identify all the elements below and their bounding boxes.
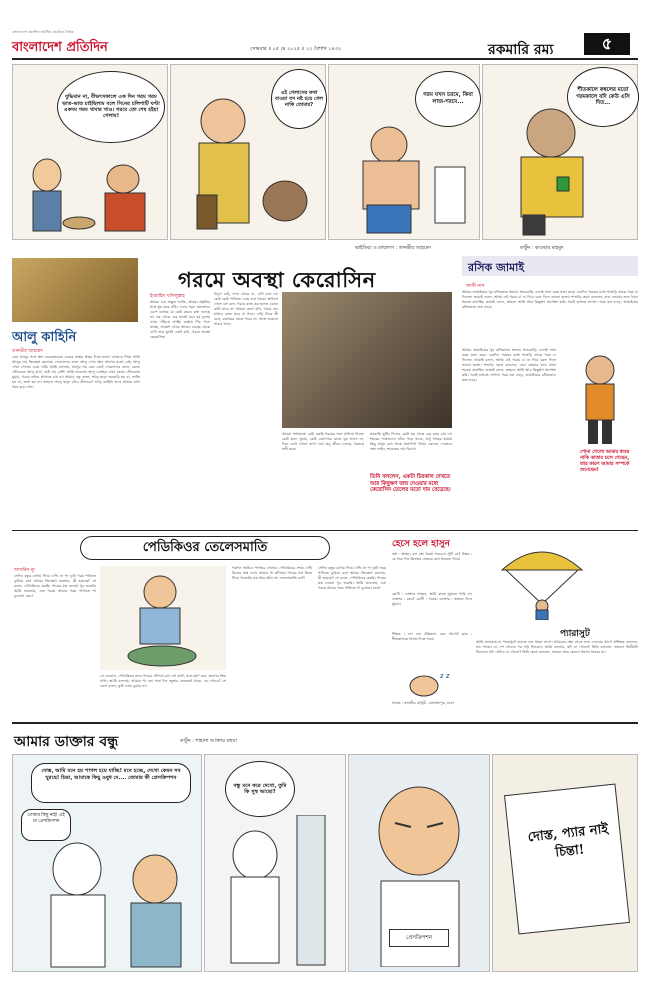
- aloo-title: আলু কাহিনি: [12, 330, 77, 345]
- masthead-rule: [12, 58, 638, 60]
- ibrahim-col-2: বিদ্যুৎ নেই, ফ্যান ঘোরে না, এসি চলে না। কেউ কেউ পানিতে নেমে বসে থাকে। অফিসে গেলে বস বলে, গরমে কাজ কম হলেও বেতন কাটা যাবে না। আমরা হেসে বলি, গরমে তো মাথাও কাজ করে না স্যার। বাড়ি ফিরে স্ত্রী বলে, রান্নাঘরে যেতে পারব না, আজ শুকনো খাবার খাও।: [214, 292, 278, 326]
- cartoon-credit-artist: কার্টুন : কাওছার মাহমুদ: [520, 246, 564, 251]
- pedicure-col-1: সেদিন বন্ধুর বাসায় গিয়ে দেখি সে পা দুটো গরম পানিতে ডুবিয়ে বসে আছে। জিজ্ঞেস করলাম, কী হয়েছে? সে বলল, পেডিকিওর করছি। পায়ের যত্ন নেওয়া খুব জরুরি। আমি ভাবলাম, এত গরমে আবার গরম পানিতে পা ডুবানো কেন!: [14, 574, 96, 598]
- paper-tagline: বাংলাদেশে প্রকাশিত সর্বাধিক প্রচারিত দৈনিক: [12, 30, 74, 34]
- rasik-author: জাকী নাস: [466, 284, 485, 289]
- pedicure-cartoon: [100, 566, 226, 670]
- hasun-joke-3: শিক্ষক : বল তো গ্রীষ্মকাল কেন আসে? ছাত্র : শীতকালকে বিদায় দিতে স্যার।: [392, 632, 472, 641]
- section-title: রকমারি রম্য: [488, 42, 554, 58]
- cartoon-figures-3: [333, 105, 477, 237]
- svg-text:z z: z z: [440, 672, 450, 680]
- bottom-rule: [12, 722, 638, 724]
- doctor-panel-1: [12, 754, 202, 972]
- paper-name: বাংলাদেশ প্রতিদিন: [12, 40, 108, 55]
- doctor-panel-1-bubble: দোস্ত, আমি মনে হয় পাগল হয়ে যাচ্ছি! মনে হচ্ছে, দেখো কেমন সব ঘুরছে! চিন্তা, আমাকে কিছু ওষুধ দে.... তোমার কী প্রেসক্রিপশন: [31, 763, 191, 803]
- pedicure-col-3: পরদিন আমিও পার্লারে গেলাম। পেডিকিওর শেষে দেখি বিলের অঙ্ক দেখে আমার পা কাঁপছে। পায়ের যত্ন নিতে গিয়ে পকেটের যত্ন আর রইল না। তেলেসমাতি বটে!: [232, 566, 312, 580]
- parachute-body: আমি জানতাম না প্যারাসুটে নামতে এত সাহস লাগে। প্রথমবার প্লেন থেকে লাফ দেওয়ার আগে প্রশিক্ষক বললেন, ভয় পাবেন না, দশ গোনার পর দড়ি টানবেন। আমি বললাম, যদি না খোলে? তিনি বললেন, তাহলে দ্বিতীয়টা টানবেন। যদি সেটাও না খোলে? তিনি হেসে বললেন, তাহলে আর কোনো সমস্যা থাকবে না।: [476, 640, 638, 654]
- cartoon-panel-3-bubble: গরম যখন চরমে, কিবা লাজ-শরমে...: [415, 71, 481, 127]
- cartoon-panel-1-bubble: বুদ্ধিমান না, বীভৎসকালে এক দিন গরম গরম ভাত-ভাত চাইছিলাম বলে সিনের চলিশাটি ঘণ্টা একদম গরম খাবার খাও। গরমে তো শেষ হইয়া গেলাম!: [57, 71, 165, 143]
- ibrahim-author: ইবরাহিম খলিলুল্লাহ: [150, 294, 185, 299]
- rasik-body: আমার জামাইয়ের খুব রসিকতার স্বভাব। শ্বশুরবাড়ি এলেই নানা রকম মজা করে। একদিন গরমের মধ্যে শাশুড়ি তাকে গরম চা দিলেন। জামাই বলল, আম্মা এই গরমে চা না দিয়ে বরফ দিলে ভালো হতো। শাশুড়ি হেসে বললেন, বাবা তোমার জন্য ঠান্ডা শরবত বানাচ্ছি। জামাই বলল, তাহলে আমি আর কিছুক্ষণ অপেক্ষা করি। সবাই হাসতে লাগল। গরম যত বাড়ে, জামাইয়ের রসিকতাও তত বাড়ে।: [462, 290, 638, 309]
- aloo-author: তানভীর আহমেদ: [12, 349, 43, 354]
- page-number: ৫: [584, 33, 630, 55]
- doctor-panel-2: [204, 754, 346, 972]
- masthead: [0, 0, 650, 56]
- sleeping-face-icon: [402, 668, 456, 698]
- doctor-panel-1-figures: [17, 825, 197, 969]
- cartoon-panel-2-bubble: এই গেলাসের কথা বাওয়া বস নষ্ট হয়ে গেল নাকি তোমার?: [271, 69, 327, 129]
- pedicure-col-4: সেদিন বন্ধুর বাসায় গিয়ে দেখি সে পা দুটো গরম পানিতে ডুবিয়ে বসে আছে। জিজ্ঞেস করলাম, কী হয়েছে? সে বলল, পেডিকিওর করছি। পায়ের যত্ন নেওয়া খুব জরুরি। আমি ভাবলাম, এত গরমে আবার গরম পানিতে পা ডুবানো কেন!: [318, 566, 386, 590]
- parachute-cartoon: [496, 540, 588, 620]
- heat-scene-photo: [282, 292, 452, 428]
- pedicure-author: আফরিন ন্যু: [14, 568, 35, 573]
- pedicure-title: পেডিকিওর তেলেসমাতি: [80, 536, 330, 560]
- doctor-strip-credit: কার্টুন : শাহানা আক্তার মহুয়া: [180, 738, 237, 744]
- rasik-body-continued: আমার জামাইয়ের খুব রসিকতার স্বভাব। শ্বশুরবাড়ি এলেই নানা রকম মজা করে। একদিন গরমের মধ্যে শাশুড়ি তাকে গরম চা দিলেন। জামাই বলল, আম্মা এই গরমে চা না দিয়ে বরফ দিলে ভালো হতো। শাশুড়ি হেসে বললেন, বাবা তোমার জন্য ঠান্ডা শরবত বানাচ্ছি। জামাই বলল, তাহলে আমি আর কিছুক্ষণ অপেক্ষা করি। সবাই হাসতে লাগল। গরম যত বাড়ে, জামাইয়ের রসিকতাও তত বাড়ে।: [462, 348, 556, 382]
- hasun-title: হেসে হলে হাসুন: [392, 539, 450, 549]
- prescription-label: প্রেসক্রিপশন: [389, 929, 449, 947]
- cartoon-figures-2: [177, 85, 321, 235]
- prescription-message: দোস্ত, প্যার নাই চিন্তা!: [527, 821, 609, 861]
- rasik-title: রসিক জামাই: [462, 256, 638, 276]
- top-cartoon-strip: [12, 64, 638, 240]
- main-headline: গরমে অবস্থা কেরোসিন: [178, 267, 376, 292]
- cartoon-panel-4-bubble: শীতকালে কম্বলের মতো গরমকালে যদি কেউ এসি দিত...: [567, 67, 639, 127]
- doctor-panel-2-bubble: বন্ধু মনে করে দেখো, তুমি কি সুস্থ আছো?: [225, 761, 295, 817]
- ibrahim-col-1: আমরা এক অদ্ভুত জাতি, আমরা প্রকৃতির সঙ্গে যুদ্ধ করে বাঁচি। এবার গরম এমনভাবে চেপে বসেছে যে কেউ কারও কথা শুনছে না। ঘর থেকে বের হলেই মনে হয় চুলার ওপর দাঁড়িয়ে আছি। রাস্তায় পিচ গলে যাচ্ছে, আকাশ থেকে আগুন ঝরছে। যাকে দেখি তার মুখেই একই কথা, গরমে অবস্থা কেরোসিন।: [150, 300, 210, 339]
- cartoon-figures-4: [487, 93, 635, 237]
- hasun-joke-2: রোগী : ডাক্তার সাহেব, আমি রাতে ঘুমাতে পারি না। ডাক্তার : কেন? রোগী : গরমে। ডাক্তার : তাহলে দিনে ঘুমান!: [392, 592, 472, 606]
- hasun-joke-1: প্রশ্ন : আচ্ছা, বল তো গরমে সবচেয়ে সুখী কে? উত্তর : যে সারা দিন ফ্রিজের ভেতরে বসে থাকতে পারে।: [392, 552, 472, 561]
- mid-rule: [12, 530, 638, 531]
- cartoon-panel-3: [328, 64, 480, 240]
- cartoon-panel-4: [482, 64, 638, 240]
- potato-photo: [12, 258, 138, 322]
- ibrahim-pull-quote: তিনি বললেন, একটা চিরকাল দেখতে আর কিছুক্ষণ জন্ম দেওয়ার মধ্যে কেরোসিন তেলের মতো দাম বেড়েছে।: [370, 474, 451, 494]
- date-line: সোমবার ॥ ০৫ মে ২০২৫ ॥ ২২ বৈশাখ ১৪৩২: [250, 46, 342, 52]
- ibrahim-col-4: সরকারি ছুটির দিনেও কেউ ঘর থেকে বের হতে চায় না। শহরের পার্কগুলো ফাঁকা পড়ে থাকে, শুধু গাছের ছায়ায় কিছু মানুষ বসে থাকে হাতপাখা নিয়ে। বরফের দোকানে লম্বা লাইন, শরবতের দাম দ্বিগুণ।: [370, 432, 452, 451]
- rasik-cartoon-figure: [560, 348, 638, 448]
- cartoon-credit-idea: ভাইডিয়া ও ডায়ালগ : তানভীর আহমেদ: [355, 246, 431, 251]
- cartoon-panel-2: [170, 64, 326, 240]
- rasik-pull-quote: শোনা গেলো আমার শ্বশুর নাকি কাতার চলে গেছেন, তার কারণ আমার সম্পর্কে শুনেছেন!: [580, 450, 630, 473]
- doctor-panel-4: [492, 754, 638, 972]
- doctor-panel-1-small-bubble: তোমার কিছু নাই! এই যে প্রেসক্রিপশন: [21, 809, 71, 841]
- pedicure-col-2: সে বোঝাল, পেডিকিওর মানে পায়ের সৌন্দর্য চর্চা। নখ কাটা, ঘষে মসৃণ করা, তারপর ক্রিম মাখা। আমি বললাম, আমার পা তো সারা দিন জুতার ভেতরেই থাকে, কে দেখবে? সে রেগে বলল, তুমি এসব বুঝবে না।: [100, 674, 226, 688]
- doctor-panel-2-figures: [211, 815, 341, 967]
- ibrahim-col-3: আমরা সাধ্যমতো চেষ্টা করছি গরমের সঙ্গে মানিয়ে নিতে। কেউ ছাদে ঘুমায়, কেউ বারান্দায়। রাতে ঘুম আসে না, দিনে চোখ খোলা রাখা দায়। তবু জীবন চলছে, গরমকে সঙ্গী করে।: [282, 432, 364, 451]
- hasun-credit: সংগ্রহ : তানভীর চৌধুরী, মোহাম্মদপুর, ঢাকা: [392, 701, 454, 705]
- parachute-title: প্যারাসুট: [560, 629, 590, 639]
- aloo-body: কেন আলুর সঙ্গে প্রশ্ন একেকজনকে একেক প্রশ্নের উত্তর দিতে হলো। বাজারে গিয়ে আমি আলুর দাম জিজ্ঞেস করলাম। দোকানদার বলল আলু এখন আর আগের মতো নেই, আলু এখন সোনার চেয়ে দামি। আমি বললাম, আলুর দাম কেন এত? দোকানদার বলল, কোল্ড স্টোরেজে আলু রাখা, তাই দাম বেশি। আমি ভাবলাম আলু বোধহয় এখন কোল্ড স্টোরেজে ঘুমায়, গরমে বাইরে আসতে চায় না। আমার বন্ধু বলল, আলু ছাড়া তরকারি হয় না, ভাজি হয় না, ভর্তা হয় না। তাহলে আলু ছাড়া বাঁচব কীভাবে? আলু কাহিনি শুনে আমার মাথা গরম হয়ে গেল।: [12, 355, 140, 389]
- cartoon-panel-1: [12, 64, 168, 240]
- doctor-strip-title: আমার ডাক্তার বন্ধু: [14, 734, 119, 750]
- doctor-panel-3: [348, 754, 490, 972]
- cartoon-figures-1: [19, 135, 163, 235]
